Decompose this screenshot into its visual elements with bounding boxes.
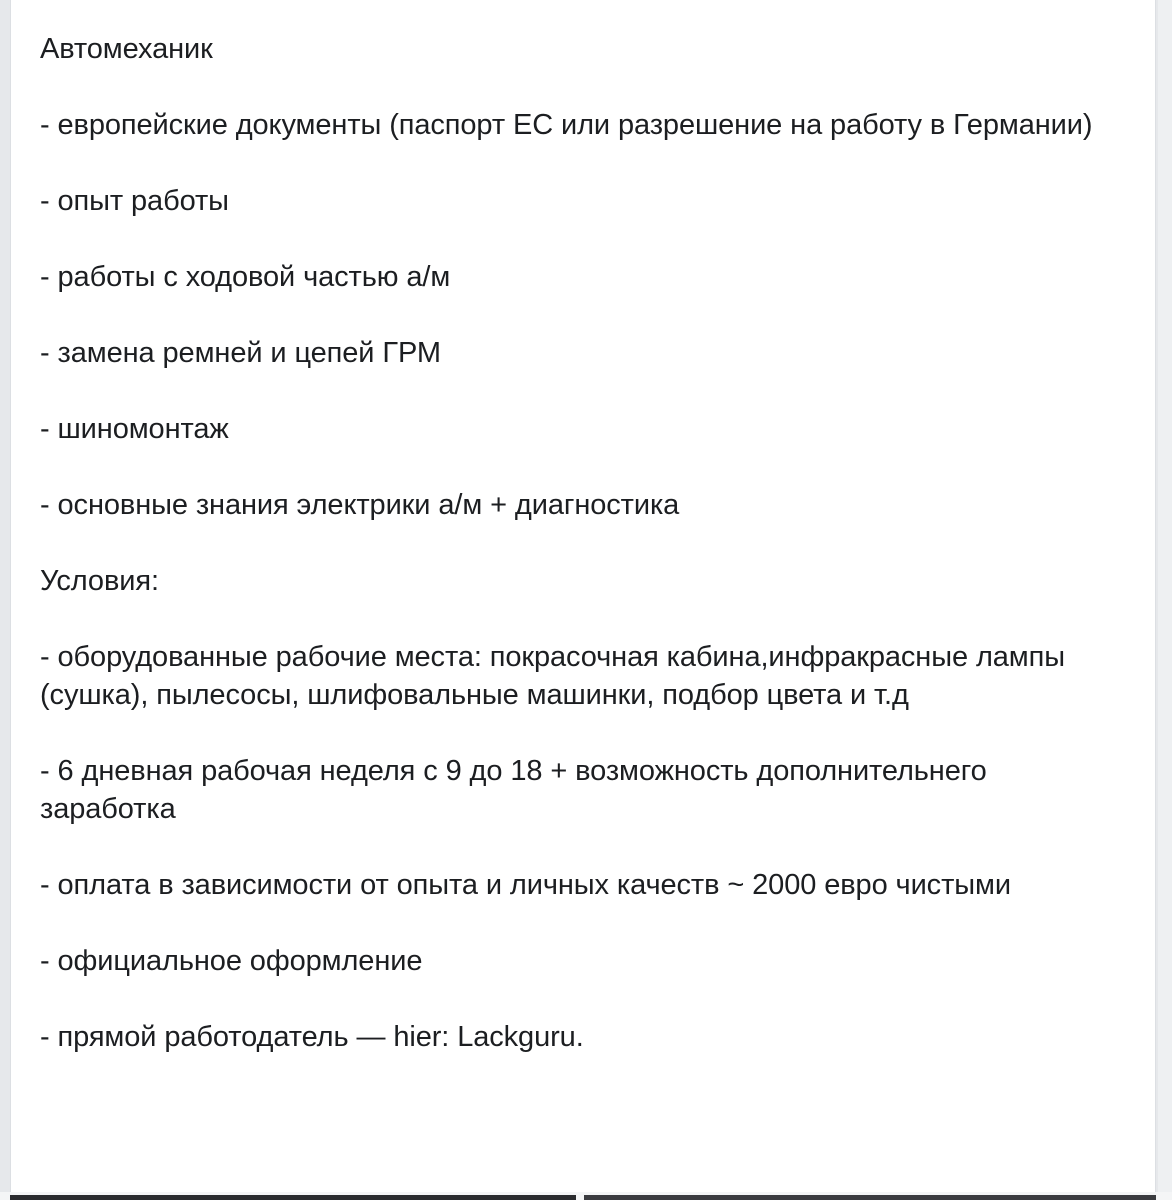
post-line-tires: - шиномонтаж <box>40 413 229 445</box>
post-conditions-heading: Условия: <box>40 565 159 597</box>
post-line-experience: - опыт работы <box>40 185 229 217</box>
post-line-workweek: - 6 дневная рабочая неделя с 9 до 18 + возможность дополнительнего заработка <box>40 755 987 825</box>
post-line-electrics: - основные знания электрики а/м + диагностика <box>40 489 680 521</box>
post-line-timing-belts: - замена ремней и цепей ГРМ <box>40 337 441 369</box>
post-text <box>40 30 1130 1056</box>
post-line-chassis: - работы с ходовой частью а/м <box>40 261 451 293</box>
post-line-employer: - прямой работодатель — hier: Lackguru. <box>40 1021 584 1053</box>
post-title: Автомеханик <box>40 33 213 65</box>
post-line-salary: - оплата в зависимости от опыта и личных качеств ~ 2000 евро чистыми <box>40 869 1011 901</box>
post-line-official: - официальное оформление <box>40 945 423 977</box>
post-line-workplaces: - оборудованные рабочие места: покрасочная кабина,инфракрасные лампы (сушка), пылесосы, шлифовальные машинки, подбор цвета и т.д <box>40 641 1065 711</box>
post-card <box>10 0 1156 1192</box>
image-thumbnail-left[interactable] <box>10 1195 576 1200</box>
image-thumbnail-right[interactable] <box>584 1195 1156 1200</box>
scrollbar-track[interactable] <box>1158 0 1172 1200</box>
post-line-documents: - европейские документы (паспорт ЕС или разрешение на работу в Германии) <box>40 109 1093 141</box>
